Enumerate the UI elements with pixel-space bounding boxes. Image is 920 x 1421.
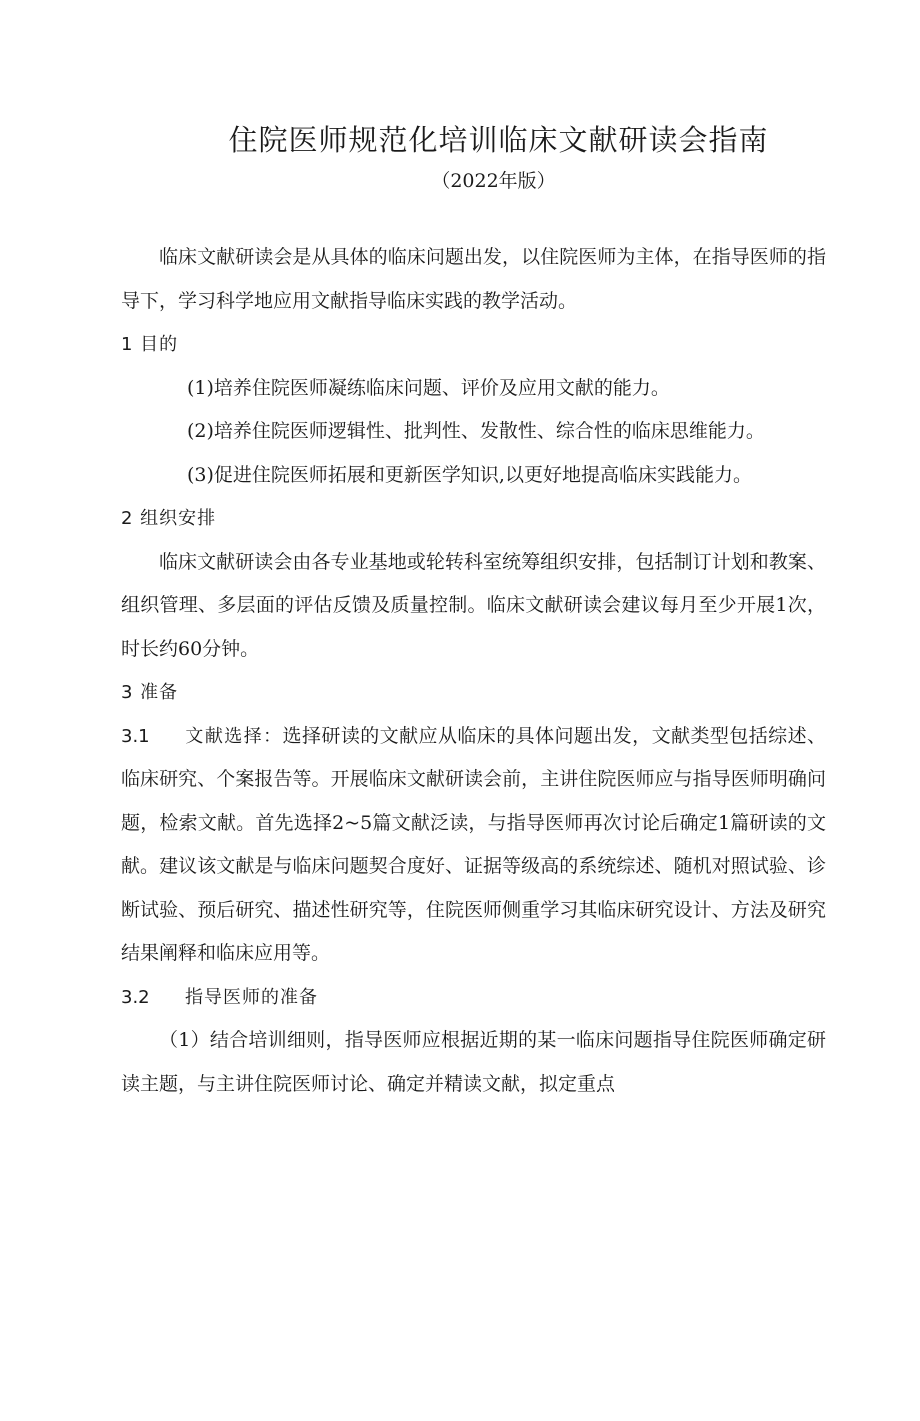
section-1-heading: 1 目的 — [121, 334, 179, 355]
section-3-2-paragraph: （1）结合培训细则，指导医师应根据近期的某一临床问题指导住院医师确定研读主题，与主讲住院医师讨论、确定并精读文献，拟定重点 — [121, 1029, 826, 1095]
section-2-paragraph: 临床文献研读会由各专业基地或轮转科室统筹组织安排，包括制订计划和教案、组织管理、多层面的评估反馈及质量控制。临床文献研读会建议每月至少开展1次，时长约60分钟。 — [121, 550, 826, 660]
section-3-1-body: 选择研读的文献应从临床的具体问题出发，文献类型包括综述、临床研究、个案报告等。开展临床文献研读会前，主讲住院医师应与指导医师明确问题，检索文献。首先选择2~5篇文献泛读，与指导医师再次讨论后确定1篇研读的文献。建议该文献是与临床问题契合度好、证据等级高的系统综述、随机对照试验、诊断试验、预后研究、描述性研究等，住院医师侧重学习其临床研究设计、方法及研究结果阐释和临床应用等。 — [121, 724, 826, 964]
document-page — [0, 120, 920, 1421]
section-1-item-3: (3)促进住院医师拓展和更新医学知识,以更好地提高临床实践能力。 — [187, 463, 752, 486]
section-3-1-number: 3.1 — [121, 725, 150, 747]
document-body — [121, 236, 826, 1106]
section-1-item-2: (2)培养住院医师逻辑性、批判性、发散性、综合性的临床思维能力。 — [187, 420, 765, 442]
section-3-2-heading — [121, 976, 826, 1020]
document-title: 住院医师规范化培训临床文献研读会指南 — [228, 123, 769, 157]
section-3-2-number: 3.2 — [121, 986, 150, 1008]
section-3-1-heading — [121, 726, 283, 747]
intro-paragraph: 临床文献研读会是从具体的临床问题出发，以住院医师为主体，在指导医师的指导下，学习科学地应用文献指导临床实践的教学活动。 — [121, 246, 826, 312]
document-edition: （2022年版） — [431, 170, 556, 192]
section-3-1-paragraph — [121, 715, 826, 976]
section-2-heading: 2 组织安排 — [121, 508, 217, 529]
section-3-heading: 3 准备 — [121, 682, 179, 703]
section-1-item-1: (1)培养住院医师凝练临床问题、评价及应用文献的能力。 — [187, 376, 670, 399]
section-3-2-title: 指导医师的准备 — [185, 986, 318, 1008]
section-3-1-title: 文献选择： — [185, 725, 283, 747]
